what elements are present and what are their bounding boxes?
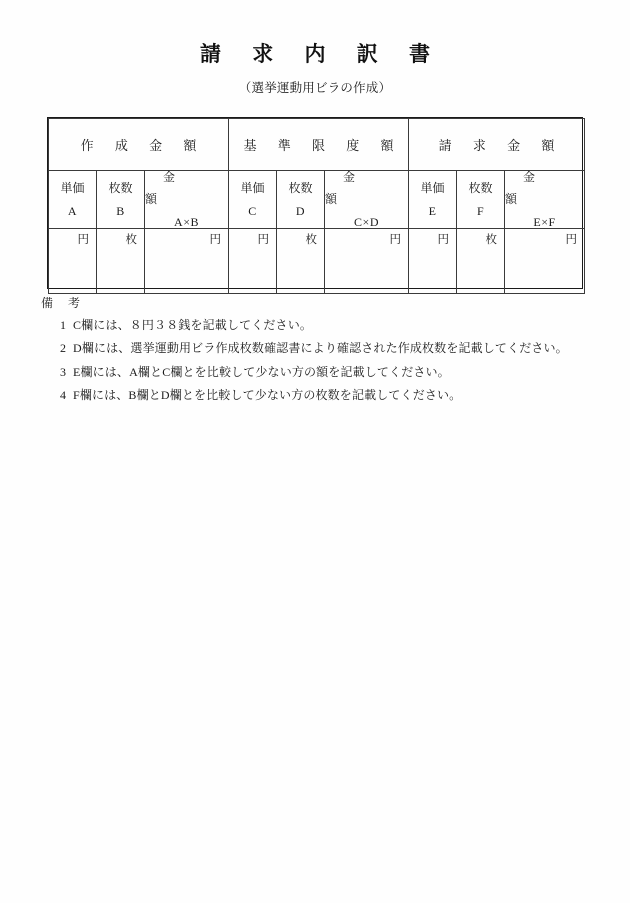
subheader-amount-ef-code: E×F: [533, 214, 556, 229]
entry-cell-amount-ef[interactable]: [505, 229, 585, 294]
unit-label-yen-a: 円: [77, 234, 89, 246]
table-subheader-row: [49, 171, 585, 229]
group-header-standard-limit-label: 基 準 限 度 額: [243, 138, 403, 153]
subheader-sheets-f-code: F: [476, 203, 485, 218]
subheader-sheets-d-name: 枚数: [288, 181, 313, 196]
subheader-unit-price-a: [49, 171, 97, 229]
remark-number: 4: [60, 388, 66, 403]
entry-cell-sheets-d[interactable]: [277, 229, 325, 294]
group-header-creation-amount-label: 作 成 金 額: [80, 138, 206, 153]
subheader-sheets-d: [277, 171, 325, 229]
remark-item: [41, 318, 601, 332]
subheader-unit-price-a-name: 単価: [60, 181, 85, 196]
subheader-unit-price-e-name: 単価: [420, 181, 445, 196]
unit-label-sheets-f: 枚: [485, 234, 498, 246]
unit-label-yen-ab: 円: [209, 234, 221, 246]
subheader-amount-ab: [145, 171, 229, 229]
billing-breakdown-table: [47, 117, 583, 289]
subheader-amount-ef-name: 金 額: [505, 170, 554, 207]
remark-item: [41, 365, 601, 379]
group-header-creation-amount: [49, 119, 229, 171]
subheader-amount-cd-code: C×D: [354, 214, 379, 229]
entry-cell-unit-price-c[interactable]: [229, 229, 277, 294]
subheader-sheets-f-name: 枚数: [468, 181, 493, 196]
remark-text: F欄には、B欄とD欄とを比較して少ない方の枚数を記載してください。: [73, 388, 462, 403]
subheader-sheets-d-code: D: [295, 203, 306, 218]
group-header-billed-amount-label: 請 求 金 額: [438, 138, 564, 153]
subheader-unit-price-e-code: E: [428, 203, 437, 218]
remarks-section: [41, 294, 601, 412]
remark-item: [41, 341, 601, 355]
remark-number: 2: [60, 341, 66, 356]
entry-cell-amount-cd[interactable]: [325, 229, 409, 294]
remarks-heading: 備 考: [41, 296, 87, 310]
page-subtitle: （選挙運動用ビラの作成）: [238, 81, 392, 95]
entry-cell-sheets-b[interactable]: [97, 229, 145, 294]
subheader-amount-ab-code: A×B: [174, 214, 199, 229]
remark-number: 3: [60, 364, 66, 379]
entry-cell-unit-price-a[interactable]: [49, 229, 97, 294]
subheader-sheets-f: [457, 171, 505, 229]
entry-cell-amount-ab[interactable]: [145, 229, 229, 294]
remark-text: C欄には、８円３８銭を記載してください。: [73, 318, 313, 332]
unit-label-sheets-d: 枚: [305, 234, 317, 246]
unit-label-sheets-b: 枚: [125, 234, 137, 246]
table-entry-row: [49, 229, 585, 294]
subheader-sheets-b-name: 枚数: [108, 181, 133, 196]
subheader-unit-price-c: [229, 171, 277, 229]
unit-label-yen-ef: 円: [565, 234, 578, 246]
unit-label-yen-e: 円: [437, 234, 450, 246]
subheader-unit-price-c-code: C: [248, 203, 257, 218]
entry-cell-unit-price-e[interactable]: [409, 229, 457, 294]
subheader-amount-ef: [505, 171, 585, 229]
unit-label-yen-cd: 円: [389, 234, 402, 246]
remark-item: [41, 388, 601, 402]
subheader-sheets-b-code: B: [116, 203, 125, 218]
subheader-unit-price-e: [409, 171, 457, 229]
table-group-header-row: [49, 119, 585, 171]
group-header-standard-limit: [229, 119, 409, 171]
subheader-amount-cd: [325, 171, 409, 229]
subheader-unit-price-c-name: 単価: [240, 181, 265, 196]
remark-text: D欄には、選挙運動用ビラ作成枚数確認書により確認された作成枚数を記載してください。: [73, 341, 568, 356]
entry-cell-sheets-f[interactable]: [457, 229, 505, 294]
remark-text: E欄には、A欄とC欄とを比較して少ない方の額を記載してください。: [73, 364, 450, 379]
subheader-sheets-b: [97, 171, 145, 229]
subheader-unit-price-a-code: A: [67, 203, 78, 218]
remark-number: 1: [60, 318, 66, 332]
subheader-amount-ab-name: 金 額: [145, 170, 194, 207]
page-title: 請 求 内 訳 書: [200, 42, 443, 66]
subheader-amount-cd-name: 金 額: [325, 170, 374, 207]
group-header-billed-amount: [409, 119, 585, 171]
unit-label-yen-c: 円: [257, 234, 269, 246]
